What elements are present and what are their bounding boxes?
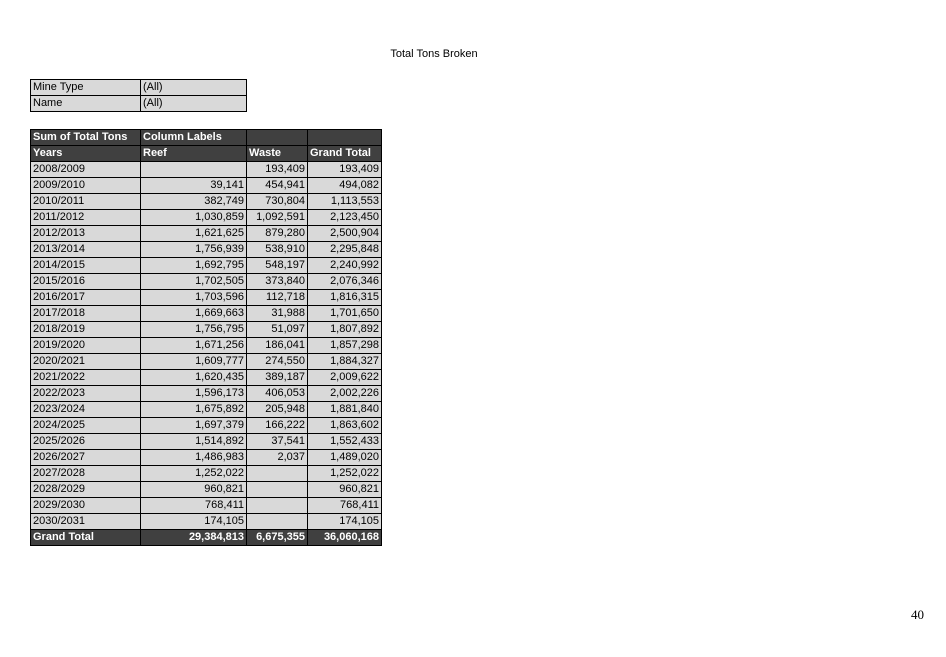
value-cell: 1,252,022: [141, 466, 247, 482]
value-cell: 51,097: [247, 322, 308, 338]
table-row: [31, 434, 382, 450]
value-cell: 1,552,433: [308, 434, 382, 450]
table-row: [31, 370, 382, 386]
value-cell: 494,082: [308, 178, 382, 194]
value-cell: 1,816,315: [308, 290, 382, 306]
value-cell: 37,541: [247, 434, 308, 450]
value-cell: 1,596,173: [141, 386, 247, 402]
value-cell: 1,857,298: [308, 338, 382, 354]
table-row: [31, 178, 382, 194]
row-label-cell: 2020/2021: [31, 354, 141, 370]
table-row: [31, 210, 382, 226]
value-cell: 1,756,795: [141, 322, 247, 338]
value-cell: [141, 162, 247, 178]
value-cell: 193,409: [308, 162, 382, 178]
value-cell: 193,409: [247, 162, 308, 178]
row-label-cell: 2029/2030: [31, 498, 141, 514]
value-cell: 1,092,591: [247, 210, 308, 226]
value-cell: 1,884,327: [308, 354, 382, 370]
value-cell: 6,675,355: [247, 530, 308, 546]
value-cell: 730,804: [247, 194, 308, 210]
table-row: [31, 354, 382, 370]
table-row: [31, 194, 382, 210]
value-cell: 2,240,992: [308, 258, 382, 274]
value-cell: 960,821: [141, 482, 247, 498]
row-label-cell: 2026/2027: [31, 450, 141, 466]
table-row: [31, 418, 382, 434]
value-cell: 538,910: [247, 242, 308, 258]
value-cell: 29,384,813: [141, 530, 247, 546]
table-row: [31, 162, 382, 178]
header-row: [31, 146, 382, 162]
filter-value[interactable]: (All): [141, 80, 247, 96]
value-cell: 174,105: [141, 514, 247, 530]
value-cell: 1,675,892: [141, 402, 247, 418]
row-label-cell: 2014/2015: [31, 258, 141, 274]
value-cell: 274,550: [247, 354, 308, 370]
filter-value[interactable]: (All): [141, 96, 247, 112]
value-cell: 36,060,168: [308, 530, 382, 546]
table-row: [31, 402, 382, 418]
row-label-cell: 2028/2029: [31, 482, 141, 498]
value-cell: 205,948: [247, 402, 308, 418]
table-row: [31, 338, 382, 354]
row-label-cell: 2023/2024: [31, 402, 141, 418]
value-cell: 112,718: [247, 290, 308, 306]
filter-table: [30, 79, 247, 112]
value-cell: 1,671,256: [141, 338, 247, 354]
value-cell: 382,749: [141, 194, 247, 210]
filter-label: Name: [31, 96, 141, 112]
value-cell: 1,756,939: [141, 242, 247, 258]
value-cell: 1,703,596: [141, 290, 247, 306]
row-label-cell: 2019/2020: [31, 338, 141, 354]
value-cell: 1,692,795: [141, 258, 247, 274]
row-label-cell: 2030/2031: [31, 514, 141, 530]
table-row: [31, 322, 382, 338]
value-cell: Column Labels: [141, 130, 247, 146]
value-cell: [247, 130, 308, 146]
table-row: [31, 274, 382, 290]
value-cell: 879,280: [247, 226, 308, 242]
filter-label: Mine Type: [31, 80, 141, 96]
value-cell: 2,002,226: [308, 386, 382, 402]
value-cell: 1,252,022: [308, 466, 382, 482]
value-cell: 31,988: [247, 306, 308, 322]
value-cell: 174,105: [308, 514, 382, 530]
value-cell: 1,702,505: [141, 274, 247, 290]
page-number: 40: [911, 607, 924, 622]
filter-row: [31, 80, 247, 96]
value-cell: 2,076,346: [308, 274, 382, 290]
value-cell: 373,840: [247, 274, 308, 290]
value-cell: 166,222: [247, 418, 308, 434]
value-cell: [308, 130, 382, 146]
filter-row: [31, 96, 247, 112]
row-label-cell: 2013/2014: [31, 242, 141, 258]
table-row: [31, 290, 382, 306]
value-cell: 1,697,379: [141, 418, 247, 434]
value-cell: 1,620,435: [141, 370, 247, 386]
row-label-cell: 2021/2022: [31, 370, 141, 386]
value-cell: [247, 498, 308, 514]
table-row: [31, 498, 382, 514]
value-cell: [247, 514, 308, 530]
value-cell: 2,295,848: [308, 242, 382, 258]
pivot-table: [30, 129, 382, 546]
row-label-cell: Years: [31, 146, 141, 162]
value-cell: 1,489,020: [308, 450, 382, 466]
table-row: [31, 450, 382, 466]
value-cell: 2,009,622: [308, 370, 382, 386]
row-label-cell: 2018/2019: [31, 322, 141, 338]
value-cell: 389,187: [247, 370, 308, 386]
table-row: [31, 226, 382, 242]
value-cell: Waste: [247, 146, 308, 162]
value-cell: 1,881,840: [308, 402, 382, 418]
table-row: [31, 482, 382, 498]
row-label-cell: 2017/2018: [31, 306, 141, 322]
value-cell: 1,030,859: [141, 210, 247, 226]
value-cell: [247, 466, 308, 482]
value-cell: 960,821: [308, 482, 382, 498]
value-cell: 2,037: [247, 450, 308, 466]
table-row: [31, 258, 382, 274]
value-cell: Reef: [141, 146, 247, 162]
value-cell: 1,609,777: [141, 354, 247, 370]
value-cell: 406,053: [247, 386, 308, 402]
page-title: Total Tons Broken: [390, 48, 478, 60]
row-label-cell: 2027/2028: [31, 466, 141, 482]
value-cell: 1,701,650: [308, 306, 382, 322]
value-cell: 1,863,602: [308, 418, 382, 434]
row-label-cell: 2011/2012: [31, 210, 141, 226]
value-cell: Grand Total: [308, 146, 382, 162]
row-label-cell: 2015/2016: [31, 274, 141, 290]
table-row: [31, 386, 382, 402]
value-cell: 2,123,450: [308, 210, 382, 226]
row-label-cell: 2024/2025: [31, 418, 141, 434]
value-cell: 548,197: [247, 258, 308, 274]
table-row: [31, 306, 382, 322]
value-cell: 768,411: [141, 498, 247, 514]
value-cell: 1,807,892: [308, 322, 382, 338]
value-cell: 1,514,892: [141, 434, 247, 450]
row-label-cell: 2012/2013: [31, 226, 141, 242]
row-label-cell: 2022/2023: [31, 386, 141, 402]
row-label-cell: 2009/2010: [31, 178, 141, 194]
value-cell: 1,113,553: [308, 194, 382, 210]
value-cell: [247, 482, 308, 498]
row-label-cell: Sum of Total Tons: [31, 130, 141, 146]
row-label-cell: 2008/2009: [31, 162, 141, 178]
value-cell: 2,500,904: [308, 226, 382, 242]
value-cell: 454,941: [247, 178, 308, 194]
row-label-cell: 2016/2017: [31, 290, 141, 306]
grand-total-row: [31, 530, 382, 546]
table-row: [31, 242, 382, 258]
value-cell: 39,141: [141, 178, 247, 194]
value-cell: 1,621,625: [141, 226, 247, 242]
value-cell: 1,486,983: [141, 450, 247, 466]
table-row: [31, 514, 382, 530]
row-label-cell: Grand Total: [31, 530, 141, 546]
value-cell: 1,669,663: [141, 306, 247, 322]
value-cell: 768,411: [308, 498, 382, 514]
table-row: [31, 466, 382, 482]
row-label-cell: 2025/2026: [31, 434, 141, 450]
row-label-cell: 2010/2011: [31, 194, 141, 210]
header-row: [31, 130, 382, 146]
value-cell: 186,041: [247, 338, 308, 354]
